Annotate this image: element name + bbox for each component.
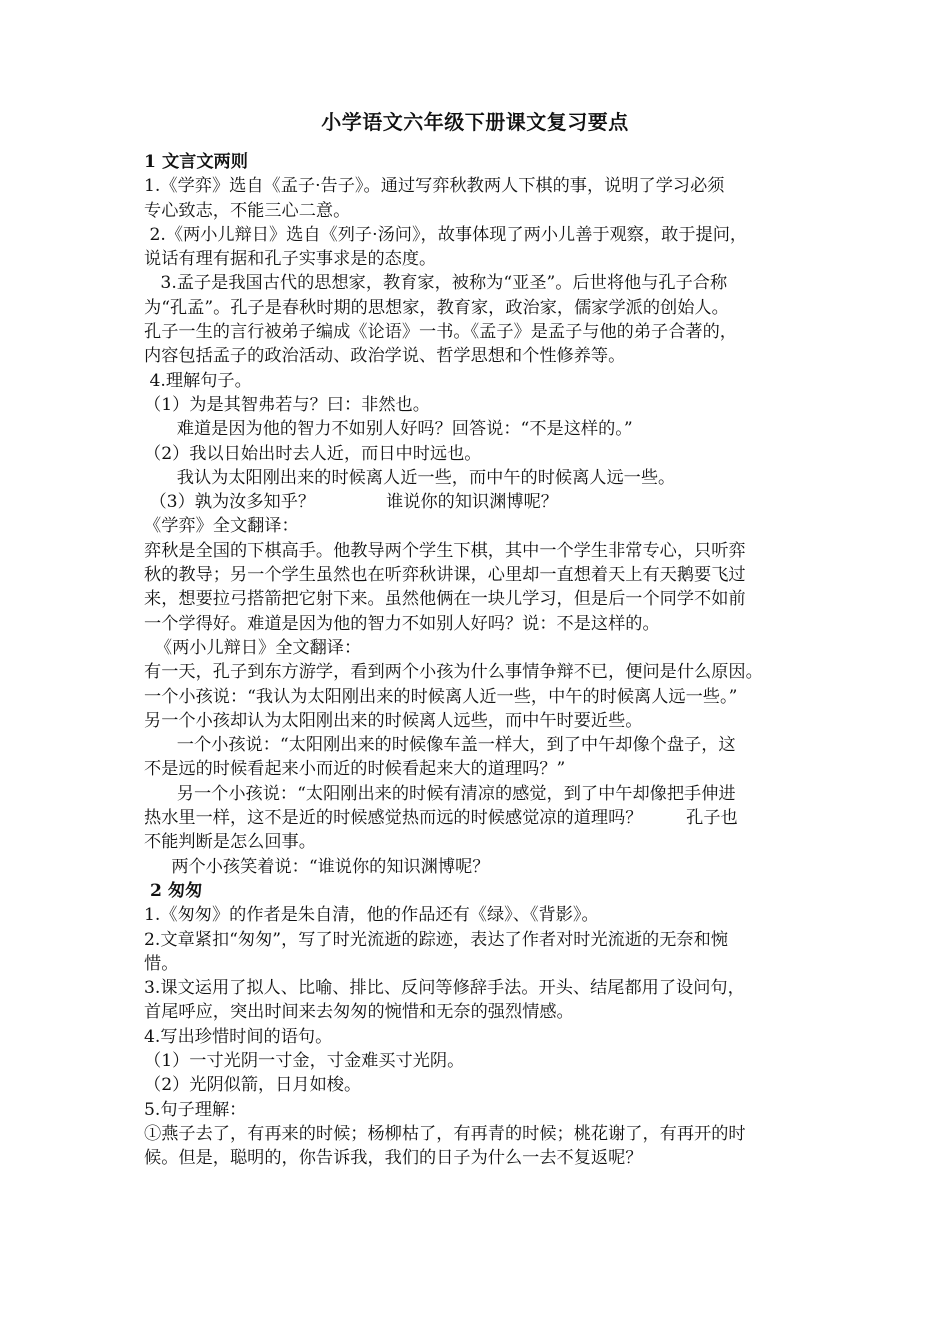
text-line: 热水里一样，这不是近的时候感觉热而远的时候感觉凉的道理吗？ 孔子也 [144,808,738,829]
text-line: 另一个小孩说：“太阳刚出来的时候有清凉的感觉，到了中午却像把手伸进 [144,783,736,804]
document-body [144,150,820,1170]
text-line: 不能判断是怎么回事。 [144,832,316,853]
text-line: 专心致志，不能三心二意。 [144,200,351,221]
text-line: 2.《两小儿辩日》选自《列子·汤问》，故事体现了两小儿善于观察，敢于提问， [144,224,748,245]
text-line: 一个小孩说：“太阳刚出来的时候像车盖一样大，到了中午却像个盘子，这 [144,735,736,756]
text-line: 4.理解句子。 [144,370,252,391]
text-line: （2）光阴似箭，日月如梭。 [144,1075,362,1096]
text-line: 《学弈》全文翻译： [144,516,299,537]
text-line: 来，想要拉弓搭箭把它射下来。虽然他俩在一块儿学习，但是后一个同学不如前 [144,589,746,610]
text-line: 3.孟子是我国古代的思想家，教育家，被称为“亚圣”。后世将他与孔子合称 [144,273,728,294]
document-title: 小学语文六年级下册课文复习要点 [321,110,629,134]
text-line: （3）孰为汝多知乎？ 谁说你的知识渊博呢？ [144,492,558,513]
text-line: 一个学得好。难道是因为他的智力不如别人好吗？说：不是这样的。 [144,613,660,634]
text-line: 《两小儿辩日》全文翻译： [144,637,362,658]
text-line: 弈秋是全国的下棋高手。他教导两个学生下棋，其中一个学生非常专心，只听弈 [144,540,746,561]
text-line: 我认为太阳刚出来的时候离人近一些，而中午的时候离人远一些。 [144,467,676,488]
text-line: 首尾呼应，突出时间来去匆匆的惋惜和无奈的强烈情感。 [144,1002,574,1023]
text-line: 1.《匆匆》的作者是朱自清，他的作品还有《绿》、《背影》。 [144,905,599,926]
section-heading: 1 文言文两则 [144,152,248,172]
text-line: 惜。 [144,953,179,974]
text-line: 候。但是，聪明的，你告诉我，我们的日子为什么一去不复返呢？ [144,1148,643,1169]
text-line: 说话有理有据和孔子实事求是的态度。 [144,249,437,270]
text-line: 难道是因为他的智力不如别人好吗？回答说：“不是这样的。” [144,419,633,440]
text-line: ①燕子去了，有再来的时候；杨柳枯了，有再青的时候；桃花谢了，有再开的时 [144,1123,746,1144]
text-line: （1）为是其智弗若与？曰：非然也。 [144,394,430,415]
section-heading: 2 匆匆 [144,880,203,901]
text-line: 内容包括孟子的政治活动、政治学说、哲学思想和个性修养等。 [144,346,626,367]
text-line: 4.写出珍惜时间的语句。 [144,1026,333,1047]
text-line: 另一个小孩却认为太阳刚出来的时候离人远些，而中午时要近些。 [144,710,643,731]
text-line: 2.文章紧扣“匆匆”，写了时光流逝的踪迹，表达了作者对时光流逝的无奈和惋 [144,929,728,950]
text-line: 秋的教导；另一个学生虽然也在听弈秋讲课，心里却一直想着天上有天鹅要飞过 [144,565,746,586]
text-line: 一个小孩说：“我认为太阳刚出来的时候离人近一些，中午的时候离人远一些。” [144,686,738,707]
text-line: （1）一寸光阴一寸金，寸金难买寸光阴。 [144,1050,465,1071]
text-line: （2）我以日始出时去人近，而日中时远也。 [144,443,482,464]
text-line: 有一天，孔子到东方游学，看到两个小孩为什么事情争辩不已，便问是什么原因。 [144,662,763,683]
text-line: 两个小孩笑着说：“谁说你的知识渊博呢？ [144,856,490,877]
text-line: 3.课文运用了拟人、比喻、排比、反问等修辞手法。开头、结尾都用了设问句， [144,978,745,999]
text-line: 5.句子理解： [144,1099,247,1120]
text-line: 不是远的时候看起来小而近的时候看起来大的道理吗？” [144,759,566,780]
text-line: 1.《学弈》选自《孟子·告子》。通过写弈秋教两人下棋的事，说明了学习必须 [144,176,725,197]
text-line: 孔子一生的言行被弟子编成《论语》一书。《孟子》是孟子与他的弟子合著的， [144,322,737,343]
text-line: 为“孔孟”。孔子是春秋时期的思想家，教育家，政治家，儒家学派的创始人。 [144,297,729,318]
